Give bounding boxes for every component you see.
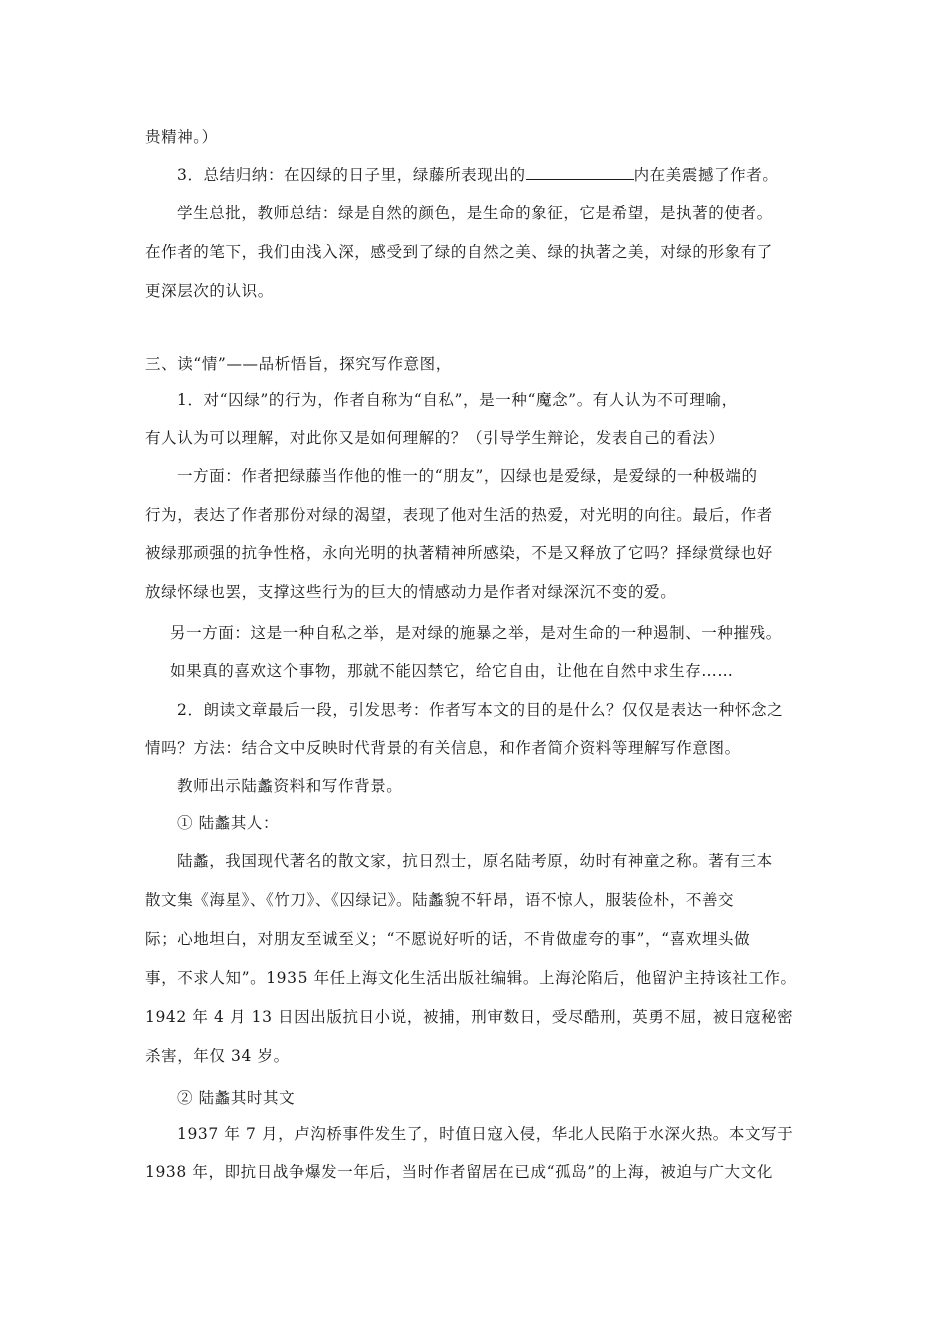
- text-line: 2．朗读文章最后一段，引发思考：作者写本文的目的是什么？仅仅是表达一种怀念之: [177, 701, 784, 719]
- text-line: 际；心地坦白，对朋友至诚至义；“不愿说好听的话，不肯做虚夸的事”，“喜欢埋头做: [145, 930, 751, 948]
- subheading: ① 陆蠡其人：: [177, 814, 280, 832]
- text-line: 如果真的喜欢这个事物，那就不能囚禁它，给它自由，让他在自然中求生存……: [170, 662, 734, 680]
- text-line: 杀害，年仅 34 岁。: [145, 1047, 290, 1065]
- text-line: 放绿怀绿也罢，支撑这些行为的巨大的情感动力是作者对绿深沉不变的爱。: [145, 583, 677, 601]
- text-line: 一方面：作者把绿藤当作他的惟一的“朋友”，囚绿也是爱绿，是爱绿的一种极端的: [177, 467, 758, 485]
- text-line: 教师出示陆蠡资料和写作背景。: [177, 777, 403, 795]
- text-line: 情吗？方法：结合文中反映时代背景的有关信息，和作者简介资料等理解写作意图。: [145, 739, 741, 757]
- summary-question-line: [177, 165, 778, 185]
- text-line: 被绿那顽强的抗争性格，永向光明的执著精神所感染，不是又释放了它吗？择绿赏绿也好: [145, 544, 773, 562]
- text-line: 行为，表达了作者那份对绿的渴望，表现了他对生活的热爱，对光明的向往。最后，作者: [145, 506, 773, 524]
- text-line: 贵精神。）: [145, 128, 218, 146]
- subheading: ② 陆蠡其时其文: [177, 1089, 296, 1107]
- text-line: 1937 年 7 月，卢沟桥事件发生了，时值日寇入侵，华北人民陷于水深火热。本文写于: [177, 1125, 794, 1143]
- text-line: 1938 年，即抗日战争爆发一年后，当时作者留居在已成“孤岛”的上海，被迫与广大文化: [145, 1163, 773, 1181]
- text-line: 学生总批，教师总结：绿是自然的颜色，是生命的象征，它是希望，是执著的使者。: [177, 204, 773, 222]
- text-line: 更深层次的认识。: [145, 282, 274, 300]
- summary-question-text-end: 内在美震撼了作者。: [633, 166, 779, 184]
- text-line: 有人认为可以理解，对此你又是如何理解的？（引导学生辩论，发表自己的看法）: [145, 429, 725, 447]
- summary-question-text: 3．总结归纳：在囚绿的日子里，绿藤所表现出的: [177, 166, 526, 184]
- text-line: 散文集《海星》、《竹刀》、《囚绿记》。陆蠡貌不轩昂，语不惊人，服装俭朴，不善交: [145, 891, 735, 909]
- text-line: 陆蠡，我国现代著名的散文家，抗日烈士，原名陆考原，幼时有神童之称。著有三本: [177, 852, 773, 870]
- text-line: 另一方面：这是一种自私之举，是对绿的施暴之举，是对生命的一种遏制、一种摧残。: [170, 624, 782, 642]
- text-line: 1．对“囚绿”的行为，作者自称为“自私”，是一种“魔念”。有人认为不可理喻，: [177, 391, 738, 409]
- text-line: 1942 年 4 月 13 日因出版抗日小说，被捕，刑审数日，受尽酷刑，英勇不屈，被日寇秘密: [145, 1008, 794, 1026]
- text-line: 在作者的笔下，我们由浅入深，感受到了绿的自然之美、绿的执著之美，对绿的形象有了: [145, 243, 773, 261]
- fill-in-blank[interactable]: [526, 165, 634, 180]
- text-line: 事，不求人知”。1935 年任上海文化生活出版社编辑。上海沦陷后，他留沪主持该社工作。: [145, 969, 797, 987]
- section-heading: 三、读“情”——品析悟旨，探究写作意图，: [145, 355, 452, 373]
